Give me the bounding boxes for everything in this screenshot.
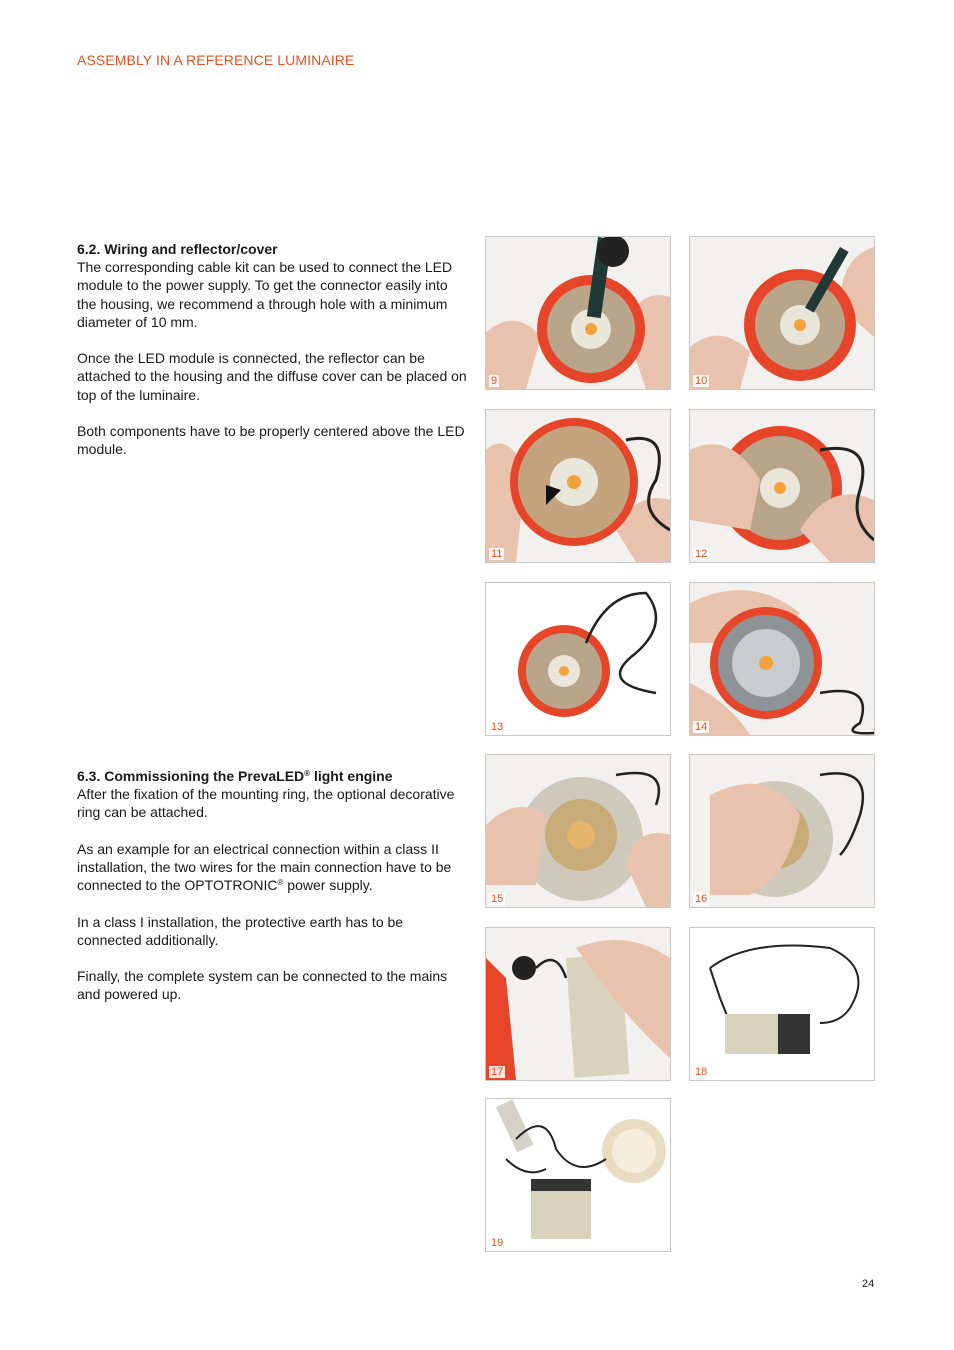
wiring-paragraph-2: Once the LED module is connected, the reflector can be attached to the housing and the diffuse cover can be placed on top of the luminaire. <box>77 350 467 403</box>
photo-number: 10 <box>695 375 708 387</box>
photo-step-16 <box>689 754 875 908</box>
paragraph-text-end: power supply. <box>283 877 373 894</box>
photo-step-14 <box>689 582 875 736</box>
commissioning-section-title <box>77 767 469 785</box>
registered-mark: ® <box>304 769 311 778</box>
photo-number: 15 <box>491 893 504 905</box>
commissioning-paragraph-3: In a class I installation, the protective earth has to be connected additionally. <box>77 913 404 948</box>
wiring-paragraph-1: The corresponding cable kit can be used to connect the LED module to the power supply. To get the connector easily into the housing, we recommend a through hole with a minimum diameter of 10 mm. <box>77 259 453 330</box>
section-header: ASSEMBLY IN A REFERENCE LUMINAIRE <box>77 52 355 68</box>
registered-mark: ® <box>277 878 284 888</box>
photo-step-10 <box>689 236 875 390</box>
photo-number: 18 <box>695 1066 708 1078</box>
photo-step-13 <box>485 582 671 736</box>
photo-number: 12 <box>695 548 708 560</box>
photo-step-18 <box>689 927 875 1081</box>
commissioning-paragraph-4: Finally, the complete system can be connected to the mains and powered up. <box>77 968 448 1003</box>
photo-step-17 <box>485 927 671 1081</box>
page-number: 24 <box>862 1278 875 1290</box>
photo-step-12 <box>689 409 875 563</box>
commissioning-paragraph-1: After the fixation of the mounting ring, the optional decorative ring can be attached. <box>77 786 455 821</box>
photo-number: 16 <box>695 893 708 905</box>
photo-number: 17 <box>491 1066 504 1078</box>
photo-number: 19 <box>491 1237 504 1249</box>
wiring-section-title: 6.2. Wiring and reflector/cover <box>77 241 278 257</box>
wiring-paragraph-3: Both components have to be properly centered above the LED module. <box>77 423 465 458</box>
wiring-section <box>77 240 469 477</box>
photo-number: 14 <box>695 721 708 733</box>
photo-number: 13 <box>491 721 504 733</box>
photo-step-11 <box>485 409 671 563</box>
photo-step-9 <box>485 236 671 390</box>
paragraph-text: As an example for an electrical connection within a class II installation, the two wires for the main connection have to be connected to the OPTOTRONIC <box>77 840 452 894</box>
commissioning-section <box>77 767 469 1022</box>
photo-number: 11 <box>491 548 503 560</box>
photo-number: 9 <box>491 375 498 387</box>
title-text: 6.3. Commissioning the PrevaLED <box>77 768 305 784</box>
photo-step-19 <box>485 1098 671 1252</box>
title-text-end: light engine <box>310 768 393 784</box>
commissioning-paragraph-2 <box>77 840 469 895</box>
photo-step-15 <box>485 754 671 908</box>
